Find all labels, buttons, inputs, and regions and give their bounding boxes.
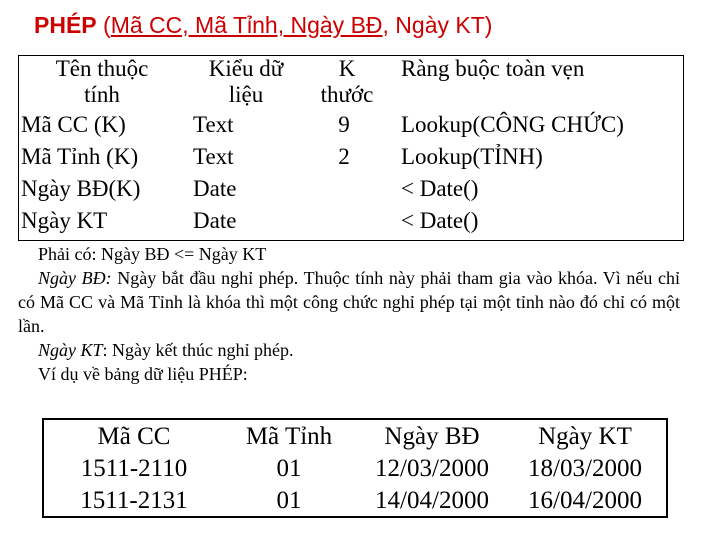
example-cell: 12/03/2000: [375, 455, 489, 482]
attr-name: Mã CC (K): [21, 112, 126, 137]
example-cell: 01: [276, 455, 302, 482]
attr-type: Date: [193, 176, 237, 201]
start-date-term: Ngày BĐ:: [38, 268, 112, 288]
title-key-attributes: Mã CC, Mã Tỉnh, Ngày BĐ: [110, 12, 383, 38]
attr-name: Ngày KT: [21, 208, 108, 233]
header-name-line2: tính: [84, 82, 120, 107]
example-cell: 14/04/2000: [375, 487, 489, 514]
header-size-line2: thước: [320, 82, 374, 107]
attr-name: Ngày BĐ(K): [21, 176, 141, 201]
attribute-table: [18, 55, 684, 241]
example-header: Mã Tỉnh: [245, 423, 333, 450]
example-header: Ngày KT: [538, 423, 632, 450]
start-date-text: Ngày bắt đầu nghỉ phép. Thuộc tính này phải tham gia vào khóa. Vì nếu chỉ có Mã CC và Mã Tỉnh là khóa thì một công chức nghỉ phép tại một tỉnh nào đó chỉ có một lần.: [18, 268, 680, 336]
header-name-line1: Tên thuộc: [55, 56, 149, 81]
example-header: Ngày BĐ: [384, 423, 480, 450]
header-type-line2: liệu: [228, 82, 264, 107]
header-size: [307, 56, 387, 108]
attr-constraint: < Date(): [401, 176, 479, 201]
example-table: [42, 418, 668, 518]
example-cell: 16/04/2000: [528, 487, 642, 514]
attr-constraint: < Date(): [401, 208, 479, 233]
header-type-line1: Kiểu dữ: [208, 56, 284, 81]
example-cell: 01: [276, 487, 302, 514]
page-title: [34, 12, 492, 39]
header-constraint: Ràng buộc toàn vẹn: [401, 56, 585, 81]
example-header: Mã CC: [97, 423, 171, 450]
end-date-description: [18, 338, 680, 362]
header-data-type: [191, 56, 301, 108]
example-cell: 18/03/2000: [528, 455, 642, 482]
start-date-description: [18, 266, 680, 338]
must-have-rule: Phải có: Ngày BĐ <= Ngày KT: [38, 244, 267, 264]
attr-type: Date: [193, 208, 237, 233]
attr-size: 9: [338, 112, 350, 137]
notes-section: [18, 242, 680, 386]
title-bold: PHÉP: [34, 12, 97, 38]
example-cell: 1511-2110: [80, 455, 188, 482]
example-intro: Ví dụ về bảng dữ liệu PHÉP:: [38, 364, 248, 384]
title-rest: , Ngày KT): [382, 12, 493, 38]
example-cell: 1511-2131: [80, 487, 188, 514]
attr-name: Mã Tỉnh (K): [21, 144, 139, 169]
header-size-line1: K: [338, 56, 356, 81]
attr-type: Text: [193, 112, 234, 137]
attr-type: Text: [193, 144, 234, 169]
title-open-paren: (: [96, 12, 111, 38]
header-attribute-name: [27, 56, 177, 108]
attr-constraint: Lookup(TỈNH): [401, 144, 543, 169]
end-date-term: Ngày KT: [38, 340, 103, 360]
end-date-text: : Ngày kết thúc nghỉ phép.: [102, 340, 294, 360]
attr-constraint: Lookup(CÔNG CHỨC): [401, 112, 624, 137]
attr-size: 2: [338, 144, 350, 169]
